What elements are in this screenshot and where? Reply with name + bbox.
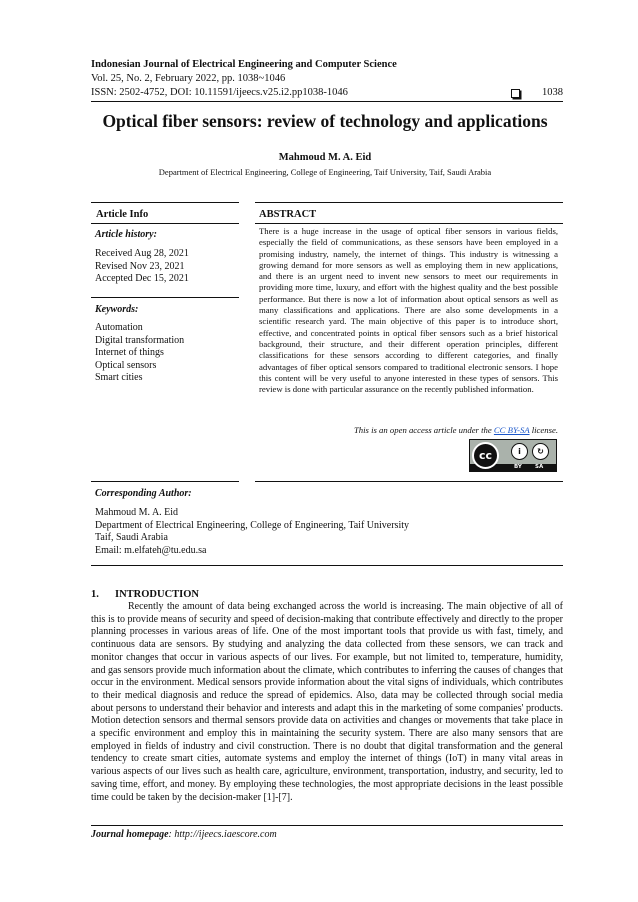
cc-by-sa-badge[interactable] xyxy=(469,439,557,472)
license-prefix: This is an open access article under the xyxy=(353,425,494,435)
attribution-icon: i xyxy=(511,443,528,460)
badge-sa-label: SA xyxy=(535,464,544,470)
corresponding-author-label: Corresponding Author: xyxy=(95,488,192,499)
footer-divider xyxy=(91,825,563,826)
box-icon xyxy=(511,89,520,98)
license-note xyxy=(354,425,558,435)
page-number: 1038 xyxy=(542,87,563,98)
history-label: Article history: xyxy=(95,229,157,240)
paper-title: Optical fiber sensors: review of technology and applications xyxy=(102,111,548,131)
keywords-divider xyxy=(91,481,239,482)
abstract-bottom-divider xyxy=(255,481,563,482)
abstract-rule xyxy=(255,202,563,203)
journal-header xyxy=(91,58,563,100)
section-heading xyxy=(91,589,199,600)
history-received: Received Aug 28, 2021 xyxy=(95,248,189,259)
journal-volume: Vol. 25, No. 2, February 2022, pp. 1038~1046 xyxy=(91,73,286,84)
introduction-text: Recently the amount of data being exchanged across the world is increasing. The main objective of all of this is to provide means of security and speed of decision-making that contribute effectively and directly to the proper planning processes in various areas of life. One of the most important tools that provide us with fast, timely, and continuous data are sensors. By studying and analyzing the data collected from these sensors, we can track and monitor changes that occur in various aspects of our lives. For example, but not limited to, temperature, humidity, and gas sensors provide much information about the climate, which contributes to inferring the causes of changes that occur in the environment. Medical sensors provide information about the vital signs of individuals, which contributes to their medical diagnosis and reduce the spread of epidemics. Also, data may be collected through social media about persons to understand their behavior and interests and adapt this in the marketing of some companies' products. Motion detection sensors and thermal sensors provide data on activities and changes or movements that take place in a specific environment and employ this in maintaining the security system. There are also many sensors that are employed in fields of industry and civil construction. There is no doubt that digital transformation and the general tendency to create smart cities, automate systems and employ the internet of things (IoT) in many vital areas in various aspects of our lives such as health care, agriculture, environment, transportation, industry, and security, led to saving time, effort, and money. By employing these technologies, the most appropriate decisions in the least possible time could be taken by the decision-maker [1]-[7]. xyxy=(91,601,563,803)
corresponding-rule xyxy=(91,565,563,566)
corresponding-name: Mahmoud M. A. Eid xyxy=(95,507,179,518)
corresponding-location: Taif, Saudi Arabia xyxy=(95,532,168,544)
share-alike-icon: ↻ xyxy=(532,443,549,460)
keyword: Digital transformation xyxy=(95,334,185,346)
keyword: Optical sensors xyxy=(95,359,157,371)
journal-homepage xyxy=(91,829,277,840)
history-accepted: Accepted Dec 15, 2021 xyxy=(95,273,189,284)
header-divider xyxy=(91,101,563,102)
author-affiliation: Department of Electrical Engineering, College of Engineering, Taif University, Taif, Saudi Arabia xyxy=(158,167,492,177)
license-suffix: license. xyxy=(529,425,558,435)
badge-by-label: BY xyxy=(514,464,522,470)
article-info-rule xyxy=(91,202,239,203)
abstract-heading: ABSTRACT xyxy=(259,209,317,220)
cc-icon: cc xyxy=(472,442,499,469)
homepage-label: Journal homepage xyxy=(91,829,169,840)
article-info-divider xyxy=(91,223,239,224)
corresponding-email: Email: m.elfateh@tu.edu.sa xyxy=(95,545,207,557)
journal-issn-doi: ISSN: 2502-4752, DOI: 10.11591/ijeecs.v25.i2.pp1038-1046 xyxy=(91,87,348,98)
history-revised: Revised Nov 23, 2021 xyxy=(95,260,185,272)
homepage-url[interactable]: : http://ijeecs.iaescore.com xyxy=(168,829,277,840)
section-number: 1. xyxy=(91,589,99,600)
corresponding-department: Department of Electrical Engineering, College of Engineering, Taif University xyxy=(95,519,410,531)
keyword: Internet of things xyxy=(95,347,164,358)
keywords-label: Keywords: xyxy=(95,304,139,315)
keyword: Automation xyxy=(95,322,143,333)
license-link[interactable]: CC BY-SA xyxy=(493,425,530,435)
keyword: Smart cities xyxy=(95,372,143,383)
history-divider xyxy=(91,297,239,298)
author-name: Mahmoud M. A. Eid xyxy=(278,152,372,163)
journal-title: Indonesian Journal of Electrical Engineering and Computer Science xyxy=(91,59,397,70)
corresponding-author-details xyxy=(95,507,409,558)
section-title: INTRODUCTION xyxy=(115,589,200,600)
article-info-heading: Article Info xyxy=(96,209,149,220)
keywords-list xyxy=(95,322,184,385)
article-history xyxy=(95,248,189,286)
abstract-text: There is a huge increase in the usage of optical fiber sensors in various fields, especially the field of communications, as these sensors have been employed in a promising industry, namely, the internet of things. This industry is witnessing a growing demand for more sensors as well as employing them in new applications, and there is an urgent need to invent new sensors to meet our requirements in providing more time, luxury, and effort with the highest quality and the best possible performance. But there is now a lot of information about optical sensors as well as many classifications and applications. There are also some developments in a scientific research yard. The main objective of this paper is to introduce short, effective, and concentrated points in optical fiber sensors such as a brief historical background, their structure, and their different operation principles, different classifications for these sensors according to different categories, and finally advantages of fiber optical sensors compared to traditional electronic sensors. I hope this content will be very useful to anyone interested in these types of sensors. This review is done with particular assurance on the recently published information. xyxy=(259,226,558,395)
abstract-divider xyxy=(255,223,563,224)
